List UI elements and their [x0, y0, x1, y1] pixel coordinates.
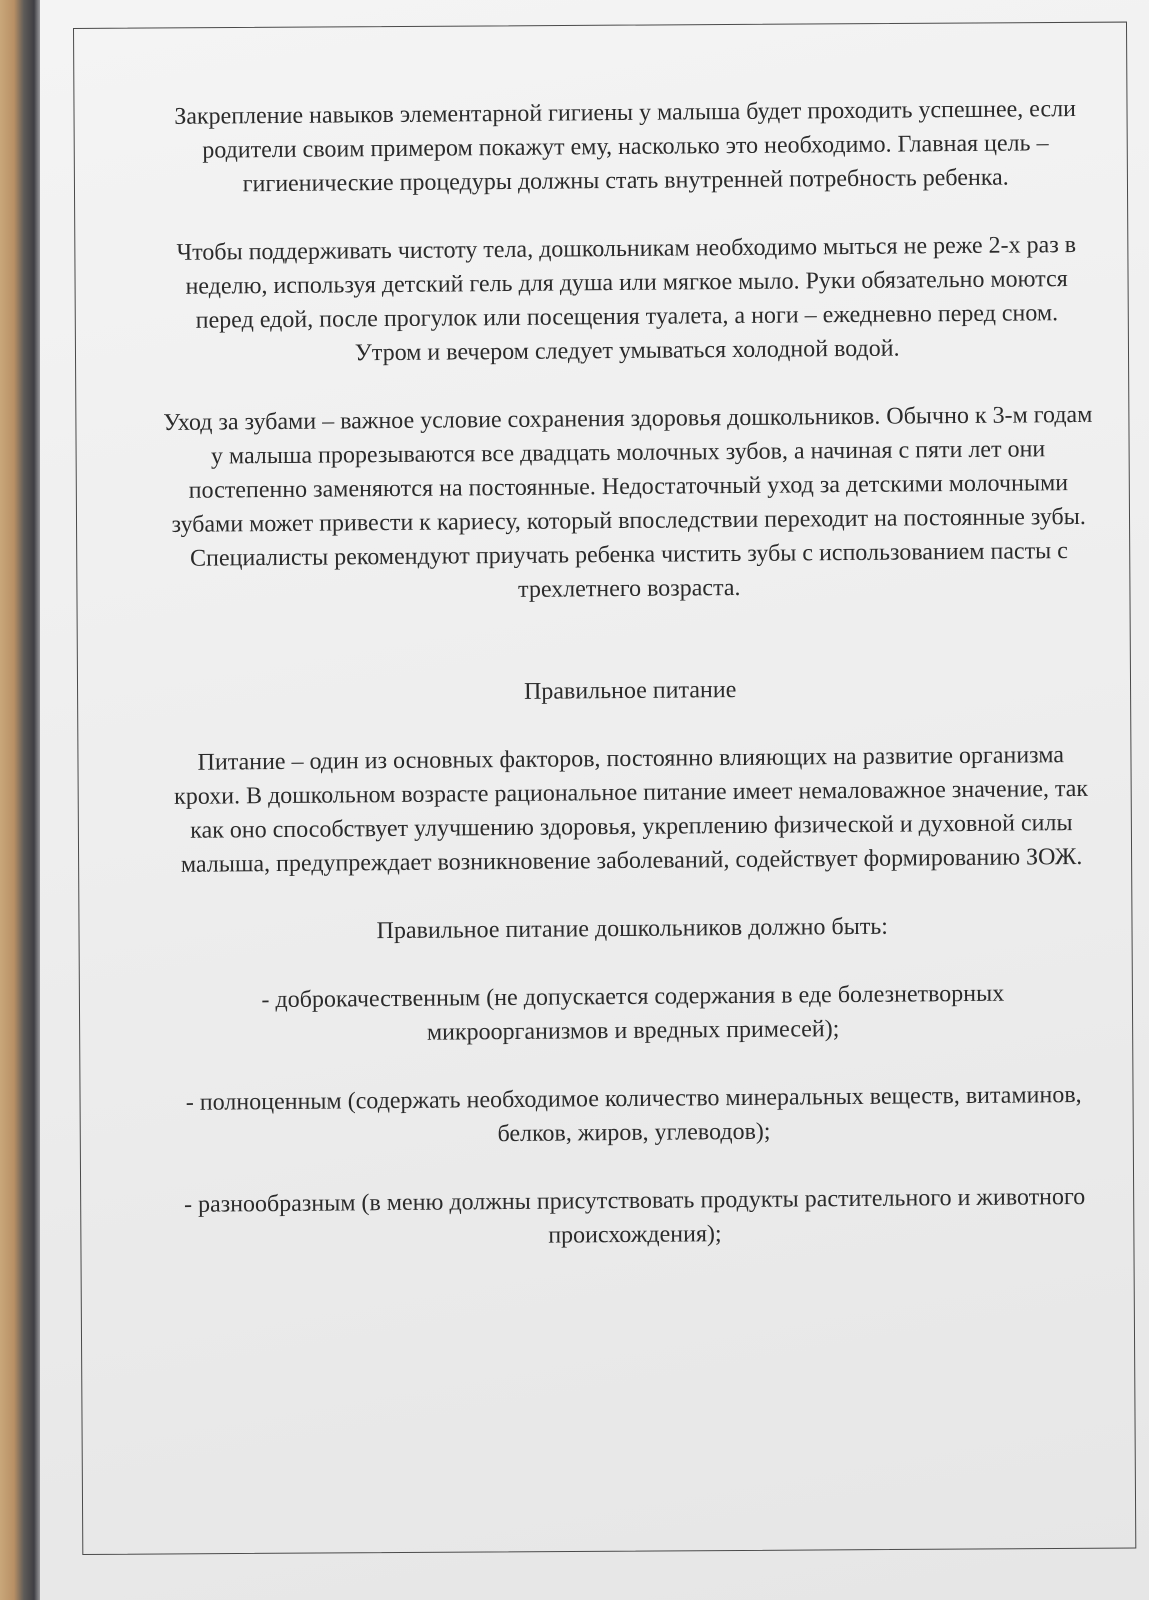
list-item: - полноценным (содержать необходимое количество минеральных веществ, витаминов, белков, жиров, углеводов); [185, 1081, 1082, 1148]
paragraph-body-cleanliness: Чтобы поддерживать чистоту тела, дошкольникам необходимо мыться не реже 2-х раз в неделю, используя детский гель для душа или мягкое мыло. Руки обязательно моются перед едой, после прогулок или посещения туалета, а ноги – ежедневно перед сном. Утром и вечером следует умываться холодной водой. [176, 232, 1077, 367]
paragraph-nutrition-intro: Питание – один из основных факторов, постоянно влияющих на развитие организма крохи. В дошкольном возрасте рациональное питание имеет немаловажное значение, так как оно способствует улучшению здоровья, укреплению физической и духовной силы малыша, предупреждает возникновение заболеваний, содействует формированию ЗОЖ. [173, 742, 1089, 878]
list-item: - доброкачественным (не допускается содержания в еде болезнетворных микроорганизмов и вредных примесей); [261, 980, 1005, 1046]
list-item: - разнообразным (в меню должны присутствовать продукты растительного и животного происхождения); [183, 1183, 1086, 1249]
document-text [160, 92, 1100, 1256]
paragraph-nutrition-lead: Правильное питание дошкольников должно быть: [376, 913, 888, 945]
background-strip [0, 0, 44, 1600]
section-heading: Правильное питание [523, 676, 737, 705]
paragraph-dental-care: Уход за зубами – важное условие сохранения здоровья дошкольников. Обычно к 3-м годам у малыша прорезываются все двадцать молочных зубов, а начиная с пяти лет они постепенно заменяются на постоянные. Недостаточный уход за детскими молочными зубами может привести к кариесу, который впоследствии переходит на постоянные зубы. Специалисты рекомендуют приучать ребенка чистить зубы с использованием пасты с трехлетнего возраста. [163, 401, 1093, 603]
paragraph-hygiene-habits: Закрепление навыков элементарной гигиены у малыша будет проходить успешнее, если родители своим примером покажут ему, насколько это необходимо. Главная цель – гигиенические процедуры должны стать внутренней потребность ребенка. [174, 96, 1077, 198]
